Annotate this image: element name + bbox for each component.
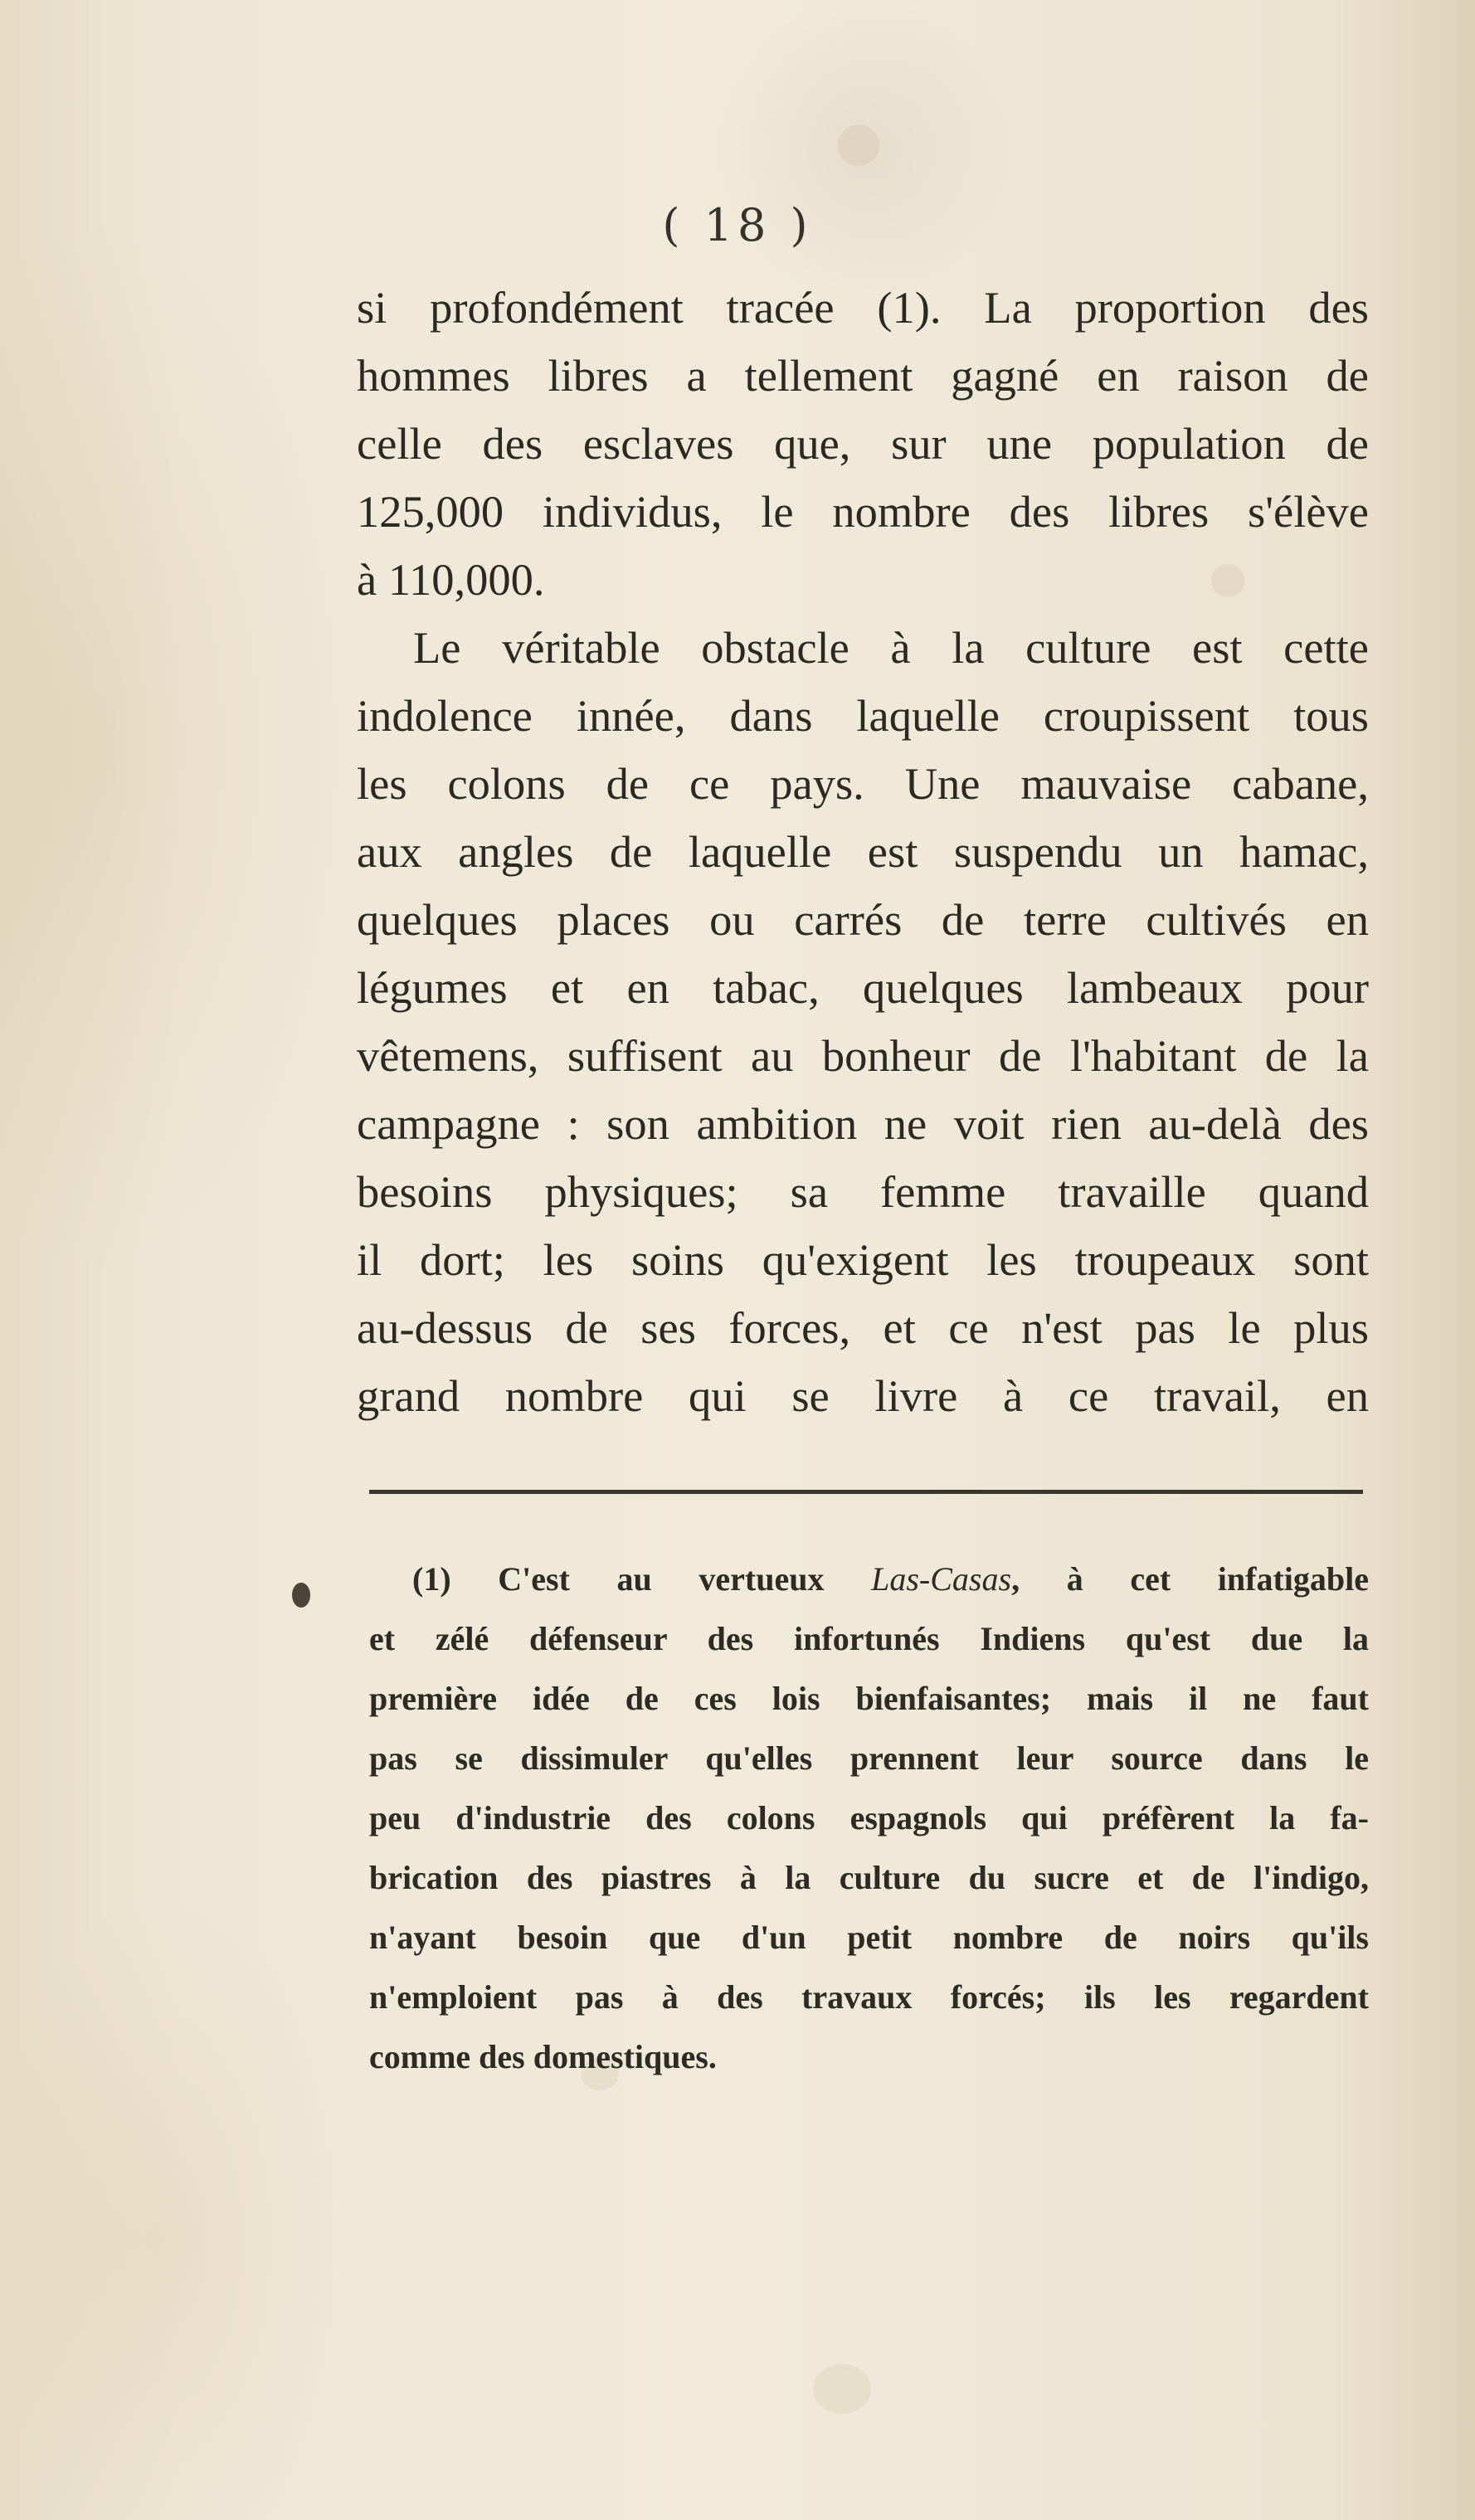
text-line: hommes libres a tellement gagné en raison de <box>357 350 1369 401</box>
paper-stain <box>813 2364 871 2414</box>
footnote-line: n'emploient pas à des travaux forcés; ils les regardent <box>369 1978 1369 2016</box>
text-line: besoins physiques; sa femme travaille quand <box>357 1166 1369 1217</box>
footnote-line: comme des domestiques. <box>369 2038 717 2075</box>
text-line: campagne : son ambition ne voit rien au-delà des <box>357 1098 1369 1149</box>
text-line: 125,000 individus, le nombre des libres s'élève <box>357 486 1369 537</box>
footnote-line: brication des piastres à la culture du sucre et de l'indigo, <box>369 1859 1369 1896</box>
text-line: si profondément tracée (1). La proportion des <box>357 282 1369 333</box>
text-line: grand nombre qui se livre à ce travail, en <box>357 1370 1369 1421</box>
footnote-text: , à cet infatigable <box>1011 1560 1369 1598</box>
text-line: il dort; les soins qu'exigent les troupeaux sont <box>357 1234 1369 1285</box>
text-line: les colons de ce pays. Une mauvaise cabane, <box>357 758 1369 809</box>
paragraph-start-line: Le véritable obstacle à la culture est cette <box>413 622 1369 673</box>
text-line: légumes et en tabac, quelques lambeaux pour <box>357 962 1369 1013</box>
text-line: celle des esclaves que, sur une population de <box>357 418 1369 469</box>
footnote-text: C'est au vertueux <box>498 1560 825 1598</box>
text-line: à 110,000. <box>357 554 545 605</box>
text-line: au-dessus de ses forces, et ce n'est pas le plus <box>357 1302 1369 1353</box>
main-text <box>357 274 1369 1430</box>
text-line: aux angles de laquelle est suspendu un hamac, <box>357 826 1369 877</box>
footnote-marker: (1) <box>412 1560 451 1598</box>
text-line: indolence innée, dans laquelle croupissent tous <box>357 690 1369 741</box>
text-line: vêtemens, suffisent au bonheur de l'habitant de la <box>357 1030 1369 1081</box>
text-line: quelques places ou carrés de terre cultivés en <box>357 894 1369 945</box>
footnote-name: Las-Casas <box>871 1560 1012 1598</box>
paper-stain <box>838 124 879 166</box>
footnote-first-line <box>369 1549 1369 1609</box>
footnote-line: première idée de ces lois bienfaisantes; mais il ne faut <box>369 1680 1369 1717</box>
footnote <box>369 1549 1369 2087</box>
ink-blot <box>292 1583 310 1608</box>
footnote-separator-rule <box>369 1490 1363 1494</box>
page-number: ( 18 ) <box>662 199 813 251</box>
footnote-line: n'ayant besoin que d'un petit nombre de noirs qu'ils <box>369 1919 1369 1956</box>
footnote-line: peu d'industrie des colons espagnols qui préfèrent la fa- <box>369 1799 1369 1836</box>
footnote-line: pas se dissimuler qu'elles prennent leur source dans le <box>369 1739 1369 1777</box>
footnote-line: et zélé défenseur des infortunés Indiens qu'est due la <box>369 1620 1369 1657</box>
